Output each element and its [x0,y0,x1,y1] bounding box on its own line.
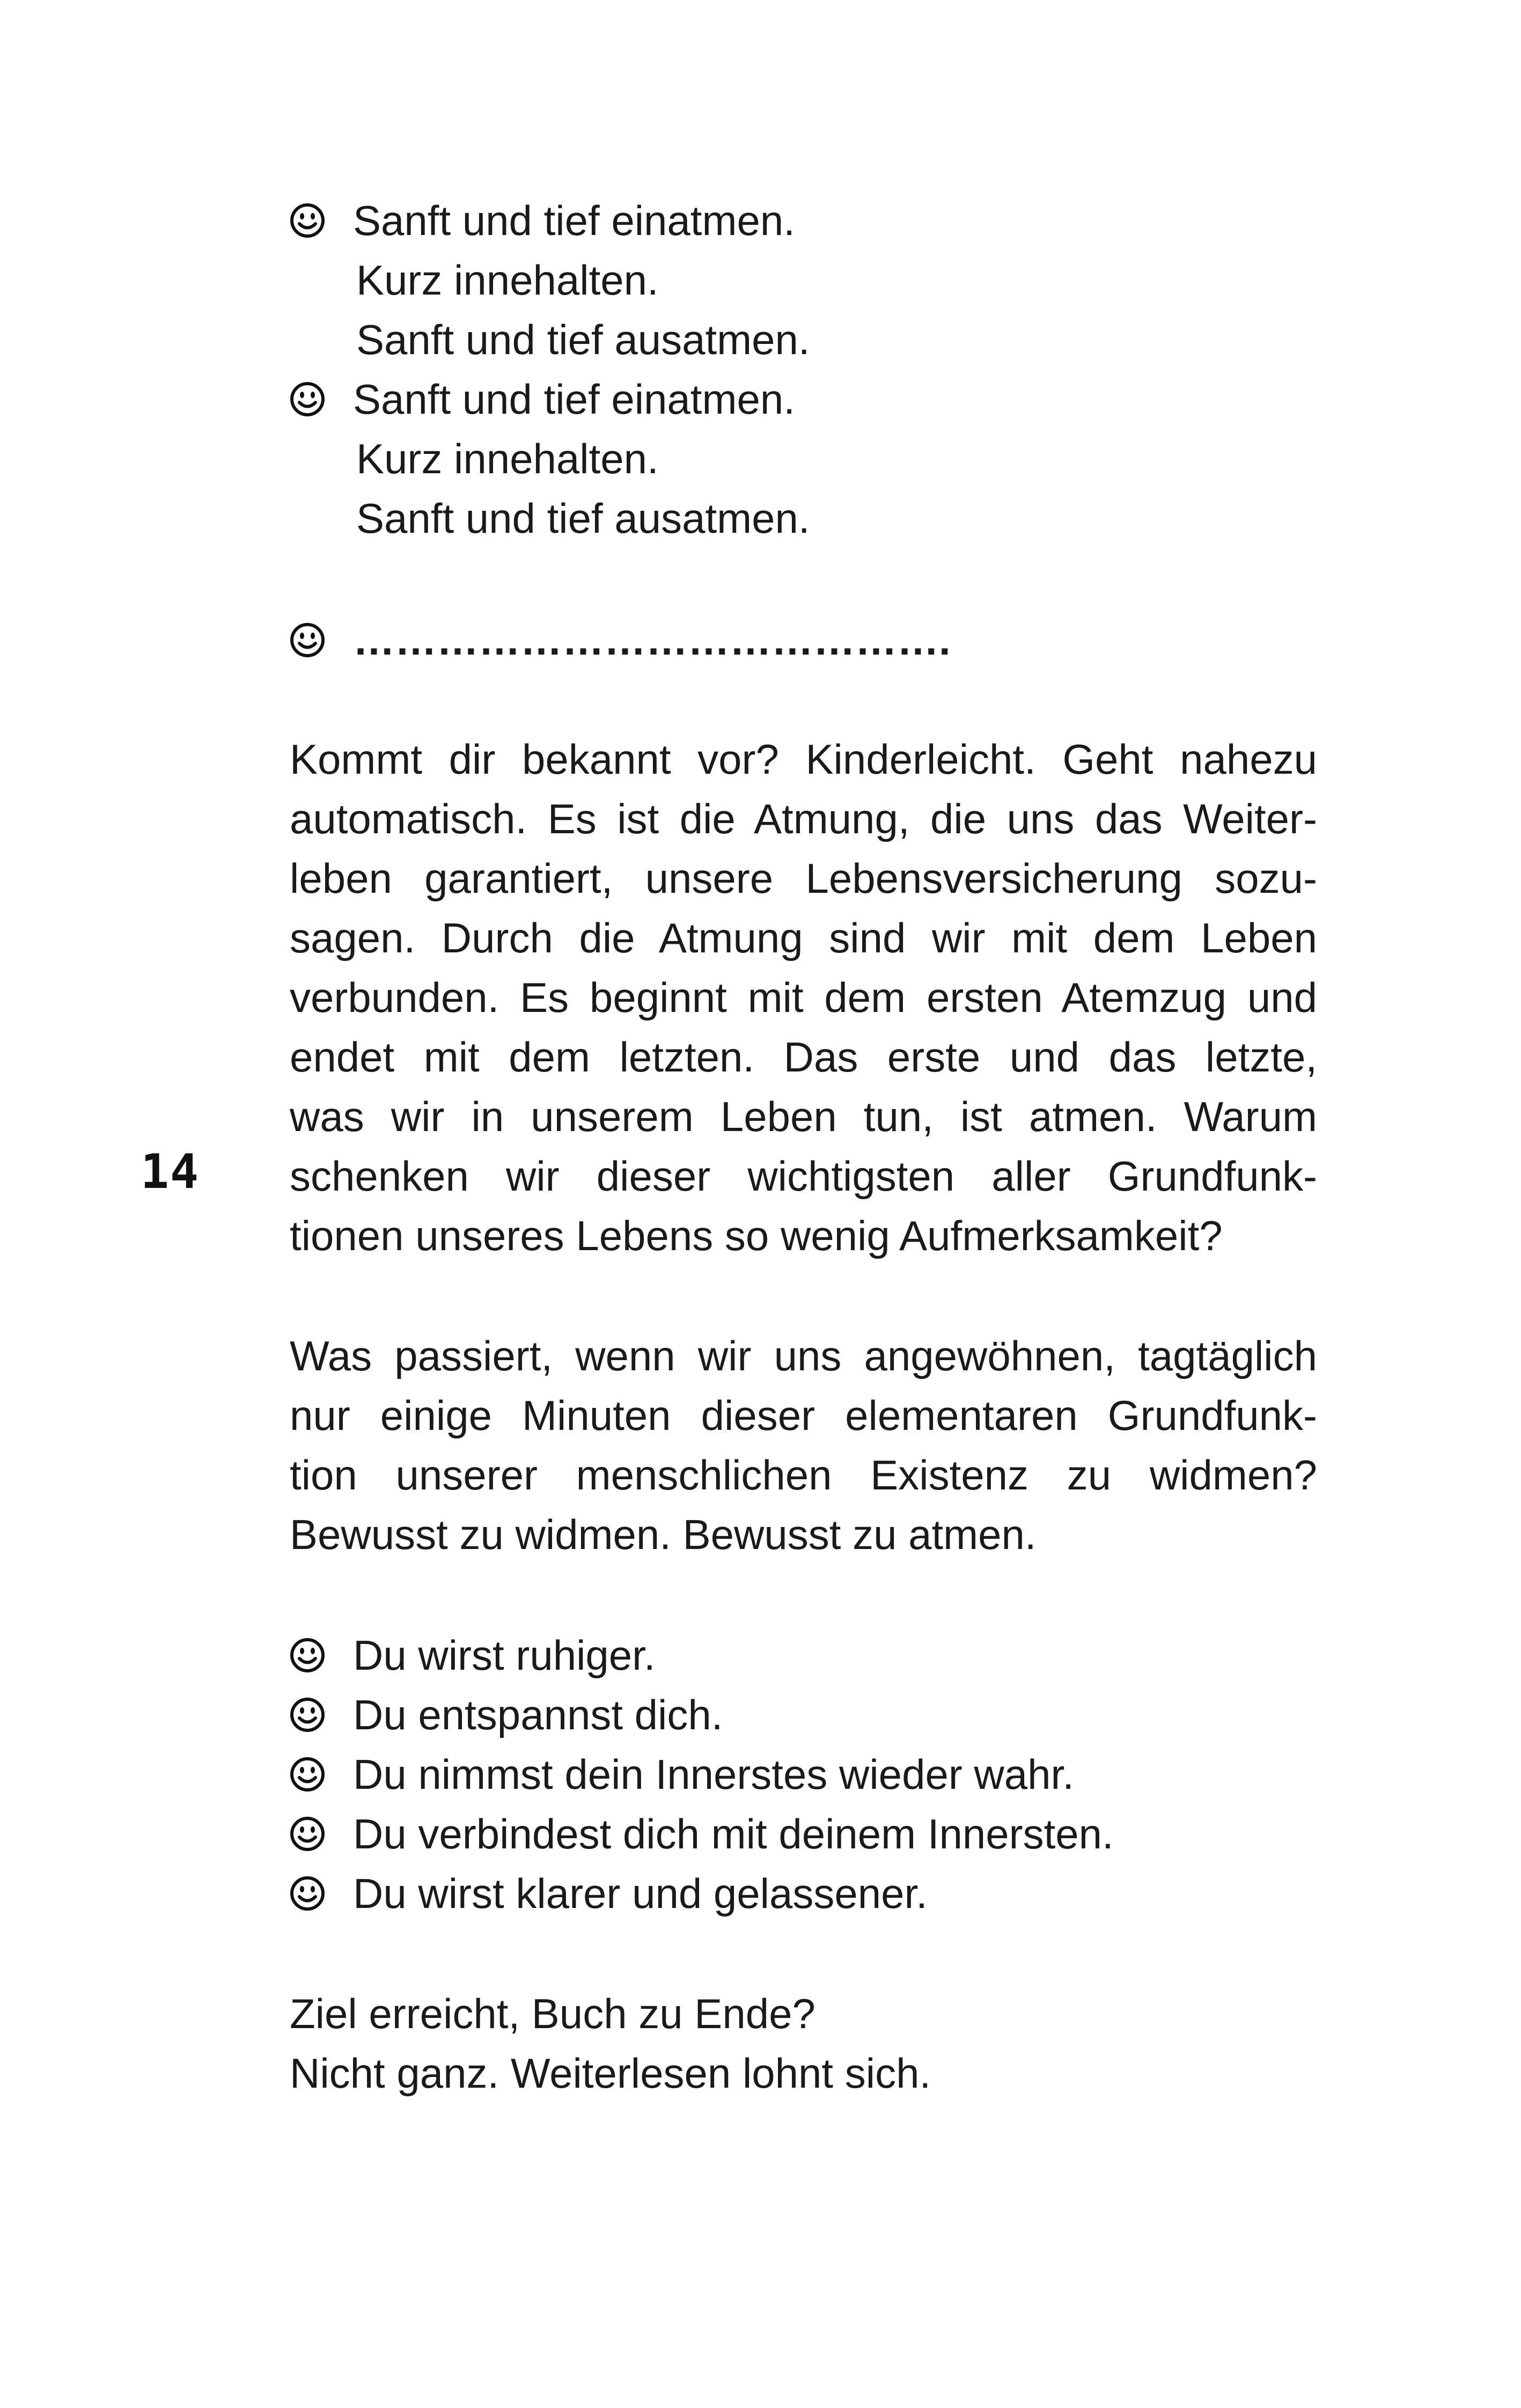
paragraph-line: Was passiert, wenn wir uns angewöhnen, tagtäglich [290,1332,1317,1379]
paragraph-line: Bewusst zu widmen. Bewusst zu atmen. [290,1511,1037,1558]
smiley-icon [290,622,325,658]
benefit-text: Du verbindest dich mit deinem Innersten. [353,1810,1114,1858]
closing-block [290,1984,1317,2103]
list-item [290,191,1317,251]
paragraph-line: endet mit dem letzten. Das erste und das letzte, [290,1033,1317,1081]
smiley-icon [290,1816,325,1852]
breathing-line: Kurz innehalten. [356,435,659,482]
paragraph-line: sagen. Durch die Atmung sind wir mit dem Leben [290,914,1317,961]
list-item [290,1626,1317,1685]
smiley-icon [290,203,325,238]
breathing-line: Kurz innehalten. [356,256,659,304]
list-item [290,370,1317,429]
ellipsis-text: ……………………………………. [353,616,951,664]
benefit-text: Du wirst ruhiger. [353,1632,656,1679]
paragraph-line: schenken wir dieser wichtigsten aller Grundfunk- [290,1152,1317,1200]
paragraph-line: tionen unseres Lebens so wenig Aufmerksamkeit? [290,1212,1223,1259]
breathing-line: Sanft und tief ausatmen. [356,495,810,542]
smiley-icon [290,1876,325,1911]
smiley-icon [290,1697,325,1732]
list-item [290,1864,1317,1924]
paragraph-2 [290,1326,1317,1565]
breathing-block [290,191,1317,548]
smiley-icon [290,381,325,417]
benefits-list [290,1626,1317,1924]
list-item [290,611,1317,670]
smiley-icon [290,1757,325,1792]
list-item [290,1804,1317,1864]
breathing-line: Sanft und tief einatmen. [353,376,795,423]
breathing-line: Sanft und tief ausatmen. [356,316,810,363]
breathing-line: Sanft und tief einatmen. [353,197,795,244]
page-number: 14 [141,1144,200,1199]
ellipsis-block [290,611,1317,670]
benefit-text: Du wirst klarer und gelassener. [353,1870,928,1917]
paragraph-1 [290,730,1317,1266]
paragraph-line: leben garantiert, unsere Lebensversicherung sozu- [290,855,1317,902]
list-item [290,1745,1317,1804]
paragraph-line: Kommt dir bekannt vor? Kinderleicht. Geht nahezu [290,736,1317,783]
benefit-text: Du nimmst dein Innerstes wieder wahr. [353,1751,1074,1798]
paragraph-line: nur einige Minuten dieser elementaren Grundfunk- [290,1392,1317,1439]
closing-line: Nicht ganz. Weiterlesen lohnt sich. [290,2050,931,2097]
paragraph-line: automatisch. Es ist die Atmung, die uns das Weiter- [290,795,1317,842]
benefit-text: Du entspannst dich. [353,1691,723,1738]
closing-line: Ziel erreicht, Buch zu Ende? [290,1990,815,2037]
smiley-icon [290,1638,325,1673]
paragraph-line: verbunden. Es beginnt mit dem ersten Atemzug und [290,974,1317,1021]
list-item [290,1685,1317,1745]
paragraph-line: tion unserer menschlichen Existenz zu widmen? [290,1451,1317,1499]
paragraph-line: was wir in unserem Leben tun, ist atmen. Warum [290,1093,1317,1140]
